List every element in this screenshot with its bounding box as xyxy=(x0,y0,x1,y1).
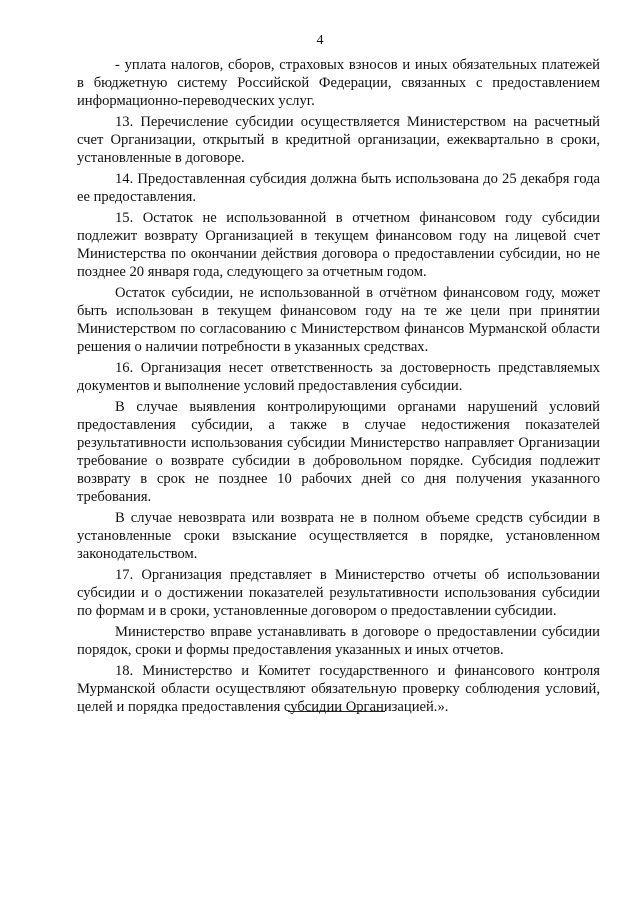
paragraph-14: 14. Предоставленная субсидия должна быть использована до 25 декабря года ее предоставления. xyxy=(77,171,600,205)
paragraph-15-remainder: Остаток субсидии, не использованной в отчётном финансовом году, может быть использован в текущем финансовом году на те же цели при принятии Министерством по согласованию с Министерством финансов Мурманской области решения о наличии потребности в указанных средствах. xyxy=(77,285,600,355)
paragraph-16-non-return: В случае невозврата или возврата не в полном объеме средств субсидии в установленные сроки взыскание осуществляется в порядке, установленном законодательством. xyxy=(77,510,600,562)
paragraph-tax-payments: - уплата налогов, сборов, страховых взносов и иных обязательных платежей в бюджетную систему Российской Федерации, связанных с предоставлением информационно-переводческих услуг. xyxy=(77,57,600,109)
page-number: 4 xyxy=(316,33,324,48)
paragraph-17-reports: Министерство вправе устанавливать в договоре о предоставлении субсидии порядок, сроки и формы предоставления указанных и иных отчетов. xyxy=(77,624,600,658)
document-body xyxy=(77,56,600,716)
paragraph-13: 13. Перечисление субсидии осуществляется Министерством на расчетный счет Организации, открытый в кредитной организации, ежеквартально в сроки, установленные в договоре. xyxy=(77,114,600,166)
paragraph-16-violations: В случае выявления контролирующими органами нарушений условий предоставления субсидии, а также в случае недостижения показателей результативности использования субсидии Министерство направляет Организации требование о возврате субсидии в добровольном порядке. Субсидия подлежит возврату в срок не позднее 10 рабочих дней со дня получения указанного требования. xyxy=(77,399,600,505)
closing-rule xyxy=(288,711,385,712)
paragraph-16: 16. Организация несет ответственность за достоверность представляемых документов и выполнение условий предоставления субсидии. xyxy=(77,360,600,394)
paragraph-18: 18. Министерство и Комитет государственного и финансового контроля Мурманской области осуществляют обязательную проверку соблюдения условий, целей и порядка предоставления субсидии Организацией.». xyxy=(77,663,600,715)
paragraph-17: 17. Организация представляет в Министерство отчеты об использовании субсидии и о достижении показателей результативности использования субсидии по формам и в сроки, установленные договором о предоставлении субсидии. xyxy=(77,567,600,619)
paragraph-15: 15. Остаток не использованной в отчетном финансовом году субсидии подлежит возврату Организацией в текущем финансовом году на лицевой счет Министерства по окончании действия договора о предоставлении субсидии, но не позднее 20 января года, следующего за отчетным годом. xyxy=(77,210,600,280)
